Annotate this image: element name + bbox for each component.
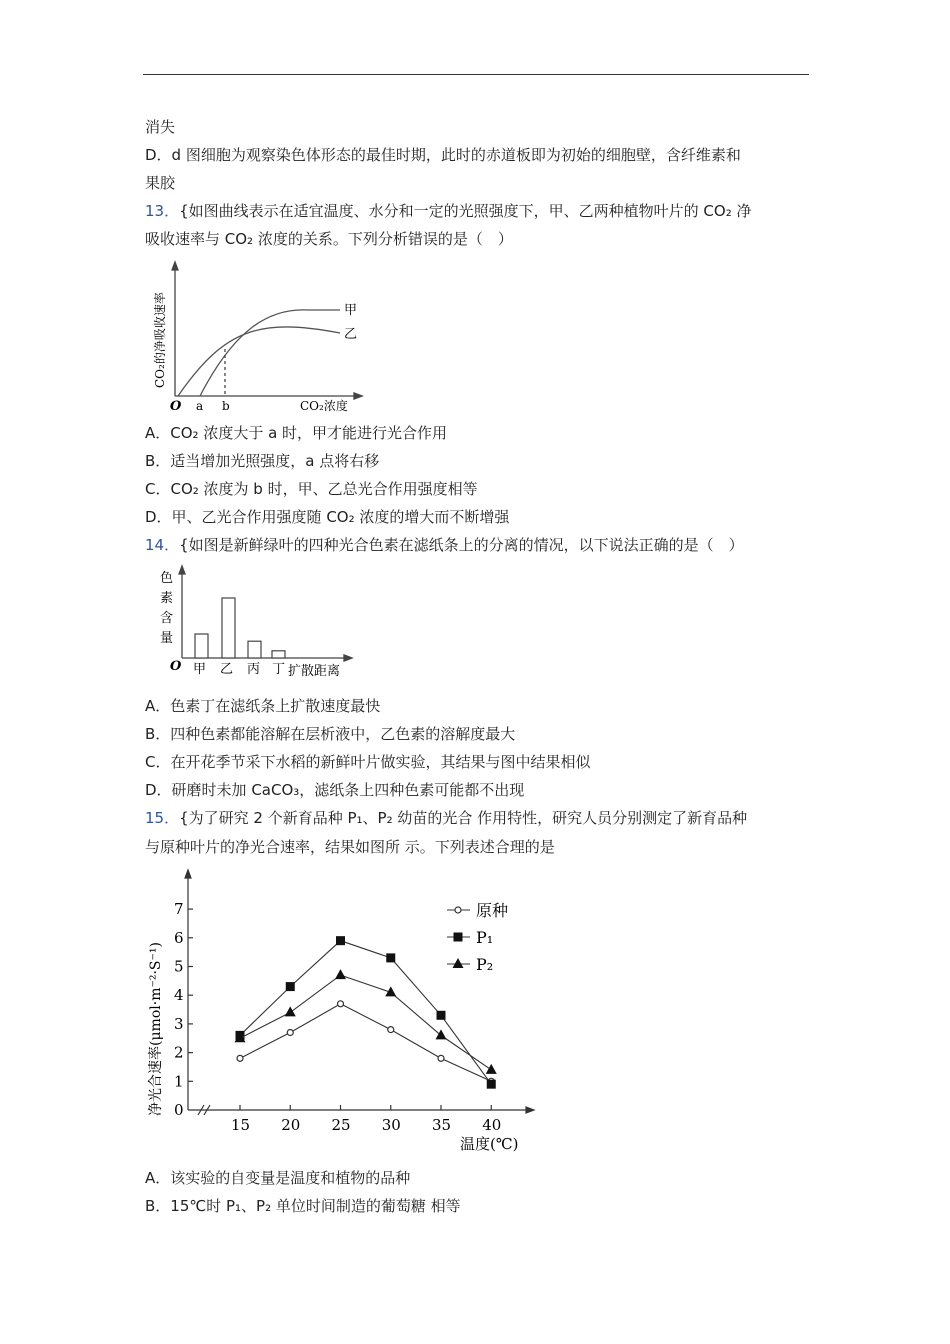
- tick-a: a: [196, 399, 204, 413]
- origin-label: O: [170, 659, 182, 674]
- text-line: 消失: [145, 118, 176, 136]
- legend-marker: [454, 933, 463, 942]
- y-tick-label: 3: [174, 1014, 184, 1033]
- x-axis-label: CO₂浓度: [300, 399, 348, 413]
- y-tick-label: 5: [174, 957, 184, 976]
- origin-label: O: [170, 399, 182, 414]
- data-point: [386, 953, 395, 962]
- series-0: [237, 1001, 494, 1084]
- figure-15-line-chart: [140, 866, 550, 1158]
- option-A: A．该实验的自变量是温度和植物的品种: [145, 1169, 411, 1187]
- data-point: [286, 982, 295, 991]
- question-13-stem: [145, 201, 751, 221]
- legend-label: 原种: [476, 901, 509, 920]
- text-line: 与原种叶片的净光合速率，结果如图所 示。下列表述合理的是: [145, 838, 555, 856]
- y-axis-label: CO₂的净吸收速率: [153, 292, 167, 388]
- label-jia: 甲: [344, 303, 358, 318]
- figure-13-curves: [140, 258, 370, 418]
- label-yi: 乙: [344, 327, 358, 342]
- legend-marker: [455, 907, 461, 913]
- text-line: D．d 图细胞为观察染色体形态的最佳时期，此时的赤道板即为初始的细胞壁，含纤维素和: [145, 146, 741, 164]
- figure-14-bars: [140, 562, 365, 687]
- y-axis-arrow: [185, 870, 191, 878]
- y-axis-arrow: [179, 566, 185, 574]
- data-point: [436, 1029, 447, 1039]
- bar-乙: [222, 598, 235, 658]
- question-number: 14．: [145, 536, 180, 554]
- option-B: B．15℃时 P₁、P₂ 单位时间制造的葡萄糖 相等: [145, 1197, 461, 1215]
- data-point: [287, 1030, 293, 1036]
- question-number: 13．: [145, 202, 180, 220]
- bar-甲: [195, 634, 208, 658]
- x-axis-label: 温度(℃): [460, 1135, 519, 1153]
- category-label: 甲: [193, 662, 207, 677]
- legend-marker: [453, 958, 464, 968]
- ylabel-char: 量: [160, 631, 174, 646]
- question-15-stem: [145, 808, 747, 828]
- option-C: C．在开花季节采下水稻的新鲜叶片做实验，其结果与图中结果相似: [145, 753, 591, 771]
- x-tick-label: 25: [331, 1116, 351, 1134]
- question-text: {如图曲线表示在适宜温度、水分和一定的光照强度下，甲、乙两种植物叶片的 CO₂ 净: [179, 202, 752, 220]
- option-B: B．适当增加光照强度，a 点将右移: [145, 452, 380, 470]
- legend-label: P₁: [476, 928, 494, 947]
- question-14-stem: [145, 535, 744, 555]
- data-point: [335, 969, 346, 979]
- y-tick-label: 6: [174, 928, 184, 947]
- category-label: 丁: [272, 662, 286, 677]
- x-axis-arrow: [344, 655, 352, 661]
- x-tick-label: 15: [231, 1116, 251, 1134]
- x-tick-label: 40: [482, 1116, 502, 1134]
- y-tick-label: 0: [174, 1101, 184, 1119]
- ylabel-char: 色: [160, 571, 174, 586]
- text-line: 果胶: [145, 174, 176, 192]
- data-point: [285, 1006, 296, 1016]
- bar-丁: [272, 651, 285, 658]
- series-2: [235, 969, 497, 1074]
- series-line: [240, 1004, 491, 1081]
- question-number: 15．: [145, 809, 180, 827]
- data-point: [437, 1011, 446, 1020]
- category-label: 丙: [247, 662, 261, 677]
- data-point: [438, 1055, 444, 1061]
- option-C: C．CO₂ 浓度为 b 时，甲、乙总光合作用强度相等: [145, 480, 478, 498]
- y-axis-label: 净光合速率(μmol·m⁻²·S⁻¹): [148, 942, 164, 1116]
- curve-jia: [200, 310, 340, 396]
- ylabel-char: 含: [160, 611, 174, 626]
- data-point: [487, 1080, 496, 1089]
- x-tick-label: 20: [281, 1116, 301, 1134]
- series-line: [240, 941, 494, 1085]
- option-A: A．色素丁在滤纸条上扩散速度最快: [145, 697, 381, 715]
- data-point: [486, 1064, 497, 1074]
- header-rule: [143, 74, 809, 75]
- text-line: 吸收速率与 CO₂ 浓度的关系。下列分析错误的是（ ）: [145, 230, 513, 248]
- question-text: {如图是新鲜绿叶的四种光合色素在滤纸条上的分离的情况，以下说法正确的是（ ）: [179, 536, 744, 554]
- x-tick-label: 30: [381, 1116, 401, 1134]
- y-tick-label: 1: [174, 1072, 184, 1091]
- curve-yi: [178, 327, 340, 396]
- series-line: [240, 975, 491, 1070]
- x-axis-arrow: [354, 393, 362, 399]
- y-axis-arrow: [172, 262, 178, 270]
- option-D: D．甲、乙光合作用强度随 CO₂ 浓度的增大而不断增强: [145, 508, 510, 526]
- bar-丙: [248, 641, 261, 658]
- option-B: B．四种色素都能溶解在层析液中，乙色素的溶解度最大: [145, 725, 516, 743]
- option-A: A．CO₂ 浓度大于 a 时，甲才能进行光合作用: [145, 424, 448, 442]
- option-D: D．研磨时未加 CaCO₃，滤纸条上四种色素可能都不出现: [145, 781, 525, 799]
- data-point: [237, 1055, 243, 1061]
- question-text: {为了研究 2 个新育品种 P₁、P₂ 幼苗的光合 作用特性，研究人员分别测定了新育品种: [179, 809, 748, 827]
- y-tick-label: 2: [174, 1043, 184, 1062]
- y-tick-label: 7: [174, 900, 184, 919]
- x-tick-label: 35: [432, 1116, 452, 1134]
- category-label: 乙: [220, 662, 234, 677]
- legend-label: P₂: [476, 955, 494, 974]
- data-point: [338, 1001, 344, 1007]
- data-point: [336, 936, 345, 945]
- ylabel-char: 素: [160, 591, 174, 606]
- y-tick-label: 4: [174, 986, 184, 1005]
- x-axis-label: 扩散距离: [288, 664, 341, 679]
- x-axis-arrow: [526, 1107, 534, 1113]
- data-point: [388, 1027, 394, 1033]
- tick-b: b: [222, 399, 230, 413]
